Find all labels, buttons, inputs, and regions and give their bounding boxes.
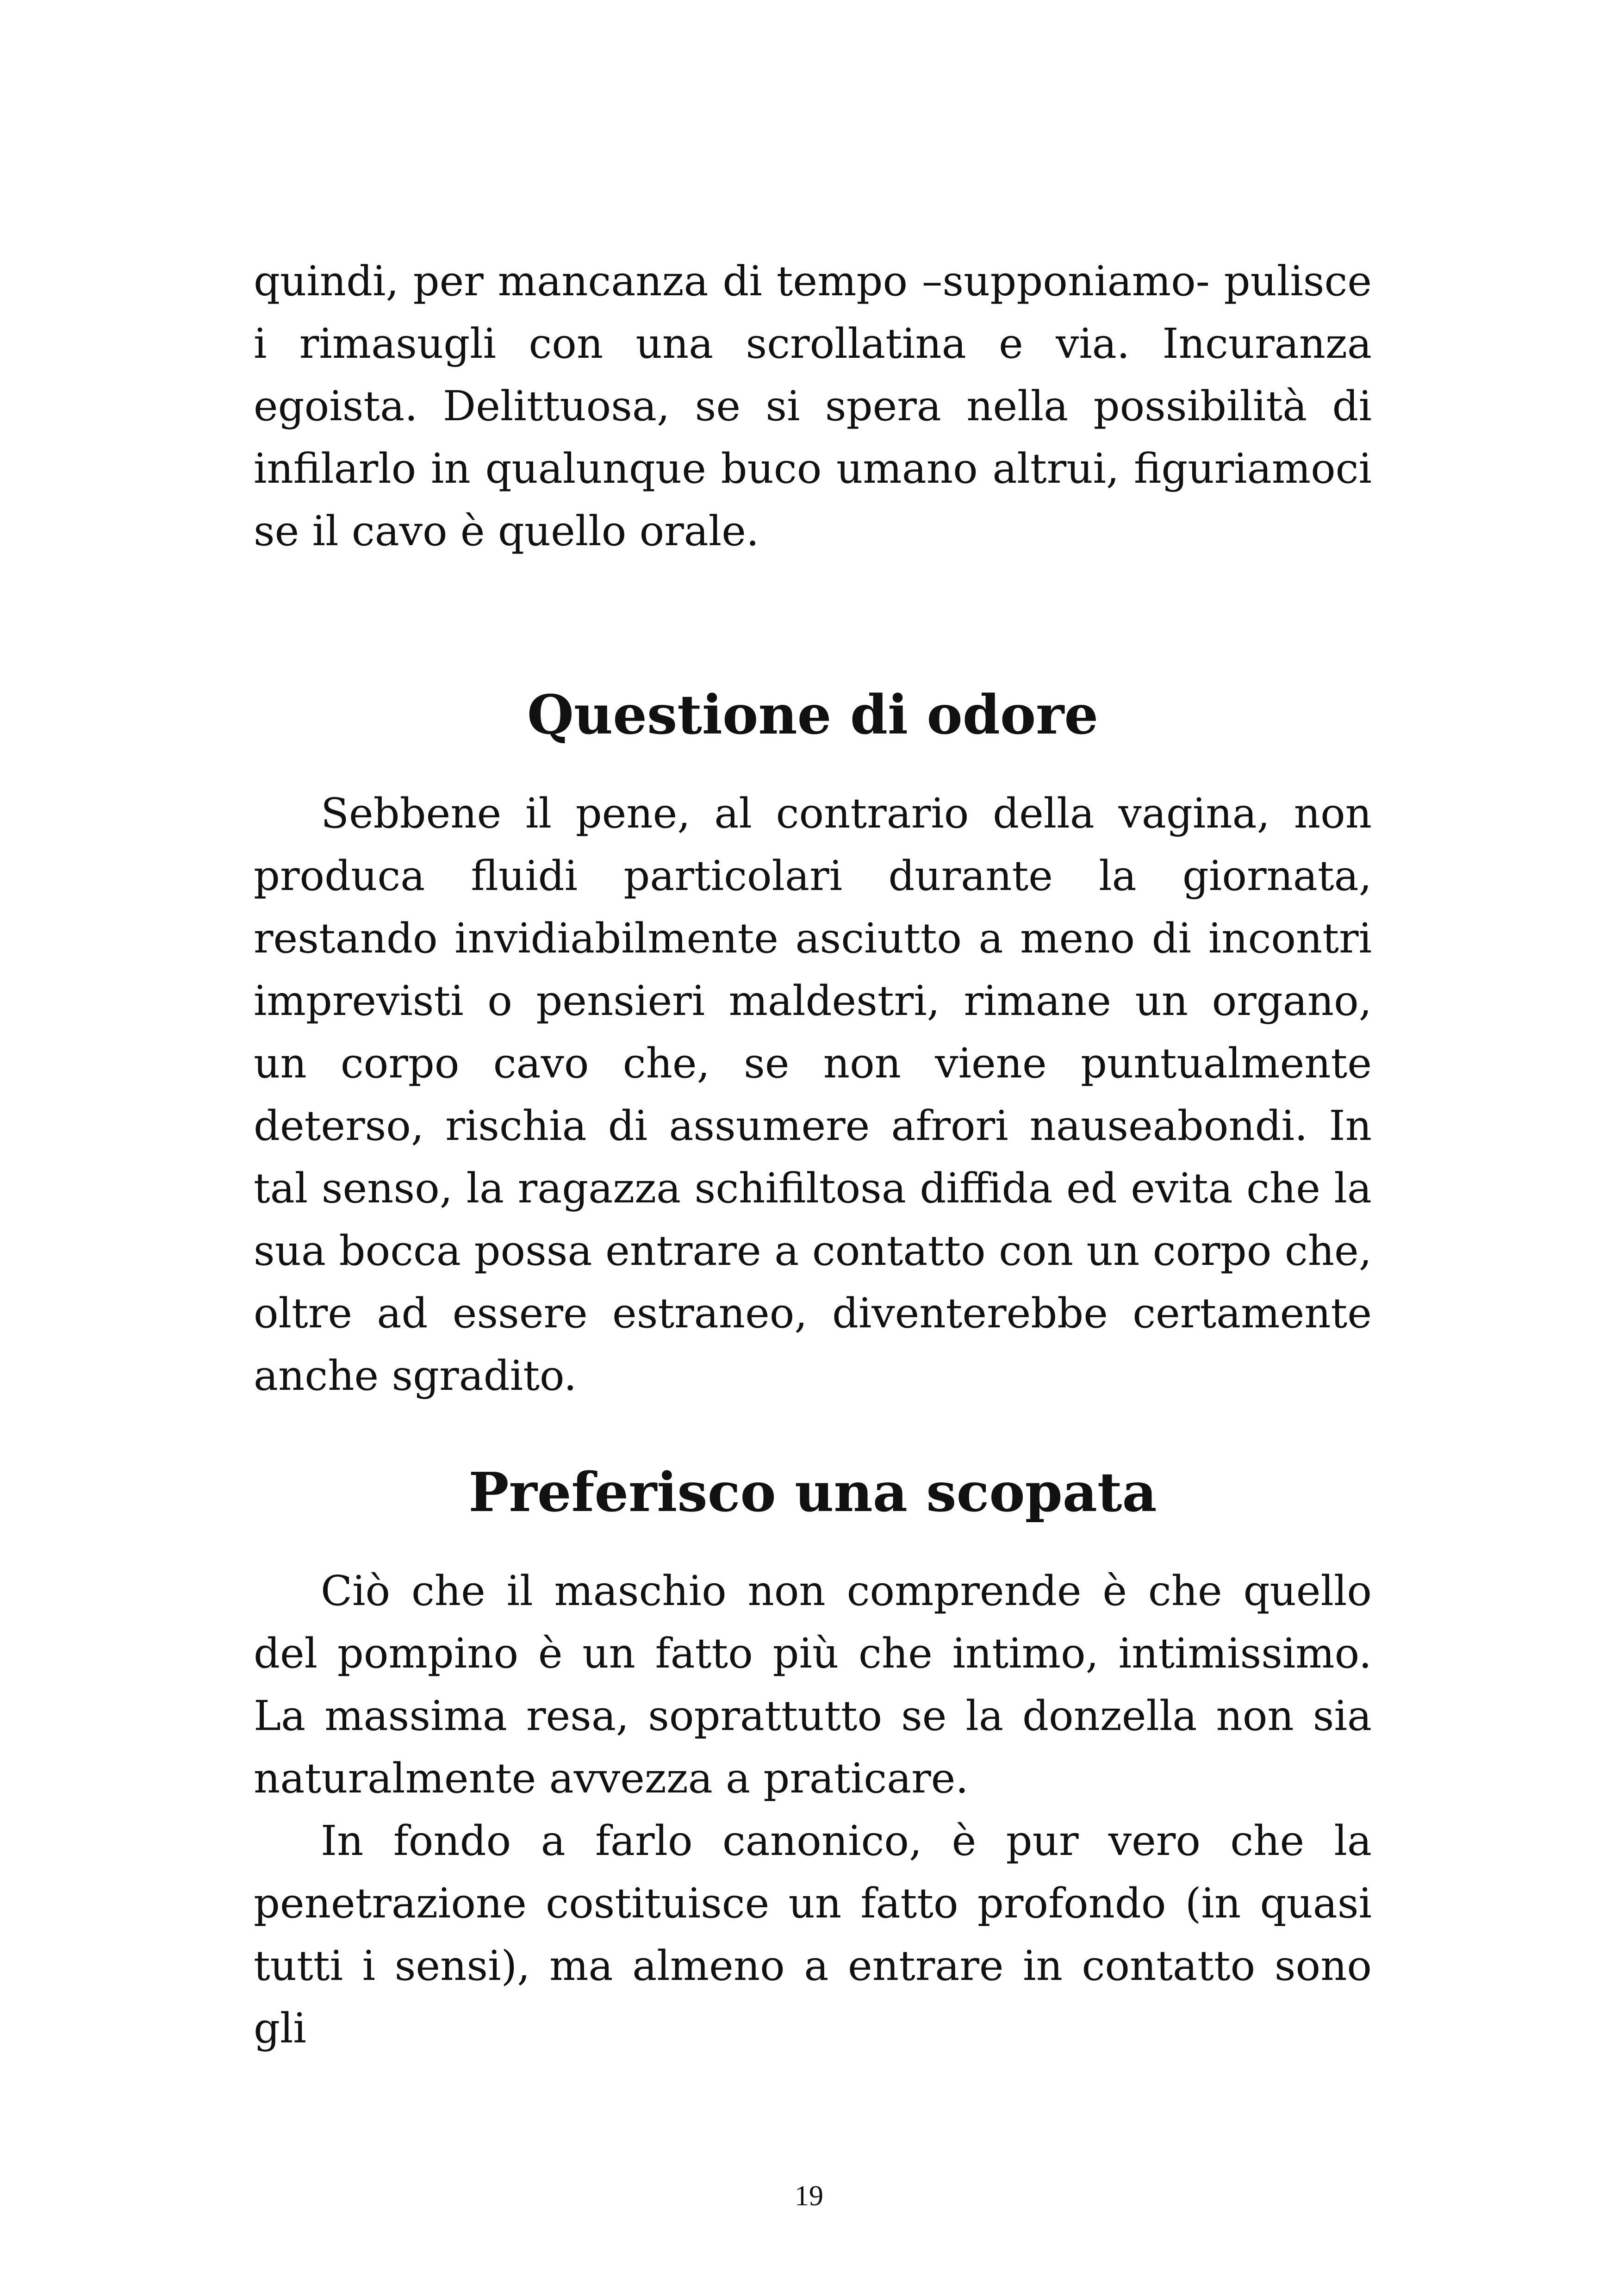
paragraph-continuation: quindi, per mancanza di tempo –supponiamo- pulisce i rimasugli con una scrollatina e via. Incuranza egoista. Delittuosa, se si spera nella possibilità di infilarlo in qualunque buco umano altrui, figuriamoci se il cavo è quello orale. — [254, 257, 1372, 555]
paragraph-section1: Sebbene il pene, al contrario della vagina, non produca fluidi particolari durante la giornata, restando invidiabilmente asciutto a meno di incontri imprevisti o pensieri maldestri, rimane un organo, un corpo cavo che, se non viene puntualmente deterso, rischia di assumere afrori nauseabondi. In tal senso, la ragazza schifiltosa diffida ed evita che la sua bocca possa entrare a contatto con un corpo che, oltre ad essere estraneo, diventerebbe certamente anche sgradito. — [254, 789, 1372, 1400]
section-heading-questione-di-odore: Questione di odore — [527, 684, 1099, 747]
text-block-section2 — [254, 1560, 1372, 2060]
paragraph-section2-second: In fondo a farlo canonico, è pur vero che la penetrazione costituisce un fatto profondo (in quasi tutti i sensi), ma almeno a entrare in contatto sono gli — [254, 1817, 1372, 2052]
page-number: 19 — [795, 2180, 823, 2212]
paragraph-section2-first: Ciò che il maschio non comprende è che quello del pompino è un fatto più che intimo, intimissimo. La massima resa, soprattutto se la donzella non sia naturalmente avvezza a praticare. — [254, 1567, 1372, 1802]
text-block-top — [254, 250, 1372, 562]
text-block-section1 — [254, 782, 1372, 1407]
section-heading-preferisco-una-scopata: Preferisco una scopata — [468, 1461, 1157, 1524]
